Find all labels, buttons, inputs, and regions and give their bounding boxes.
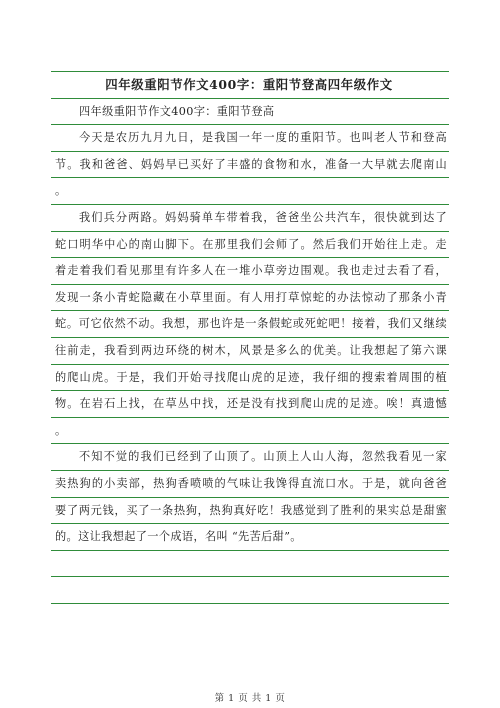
text-line: 蛇。可它依然不动。我想，那也许是一条假蛇或死蛇吧！接着，我们又继续 <box>51 311 449 338</box>
document-subtitle: 四年级重阳节作文400字：重阳节登高 <box>51 99 449 126</box>
text-line: 节。我和爸爸、妈妈早已买好了丰盛的食物和水，准备一大早就去爬南山 <box>51 152 449 179</box>
document-title: 四年级重阳节作文400字：重阳节登高四年级作文 <box>51 72 449 99</box>
text-line: 今天是农历九月九日，是我国一年一度的重阳节。也叫老人节和登高 <box>51 125 449 152</box>
text-line: 。 <box>51 418 449 445</box>
text-line: 。 <box>51 178 449 205</box>
text-line: 的爬山虎。于是，我们开始寻找爬山虎的足迹，我仔细的搜索着周围的植 <box>51 365 449 392</box>
text-line: 物。在岩石上找，在草丛中找，还是没有找到爬山虎的足迹。唉！真遗憾 <box>51 391 449 418</box>
page-footer: 第 1 页 共 1 页 <box>214 693 286 704</box>
text-line: 要了两元钱，买了一条热狗，热狗真好吃！我感觉到了胜利的果实总是甜蜜 <box>51 498 449 525</box>
empty-line <box>51 577 449 604</box>
text-line: 我们兵分两路。妈妈骑单车带着我，爸爸坐公共汽车，很快就到达了 <box>51 205 449 232</box>
lined-paper <box>51 71 449 604</box>
text-line: 蛇口明华中心的南山脚下。在那里我们会师了。然后我们开始往上走。走 <box>51 232 449 259</box>
text-line: 的。这让我想起了一个成语，名叫 “先苦后甜”。 <box>51 524 449 551</box>
text-line: 发现一条小青蛇隐藏在小草里面。有人用打草惊蛇的办法惊动了那条小青 <box>51 285 449 312</box>
text-line: 卖热狗的小卖部，热狗香喷喷的气味让我馋得直流口水。于是，就向爸爸 <box>51 471 449 498</box>
text-line: 着走着我们看见那里有许多人在一堆小草旁边围观。我也走过去看了看， <box>51 258 449 285</box>
text-line: 往前走，我看到两边环绕的树木，风景是多么的优美。让我想起了第六课 <box>51 338 449 365</box>
text-line: 不知不觉的我们已经到了山顶了。山顶上人山人海，忽然我看见一家 <box>51 444 449 471</box>
empty-line <box>51 551 449 578</box>
